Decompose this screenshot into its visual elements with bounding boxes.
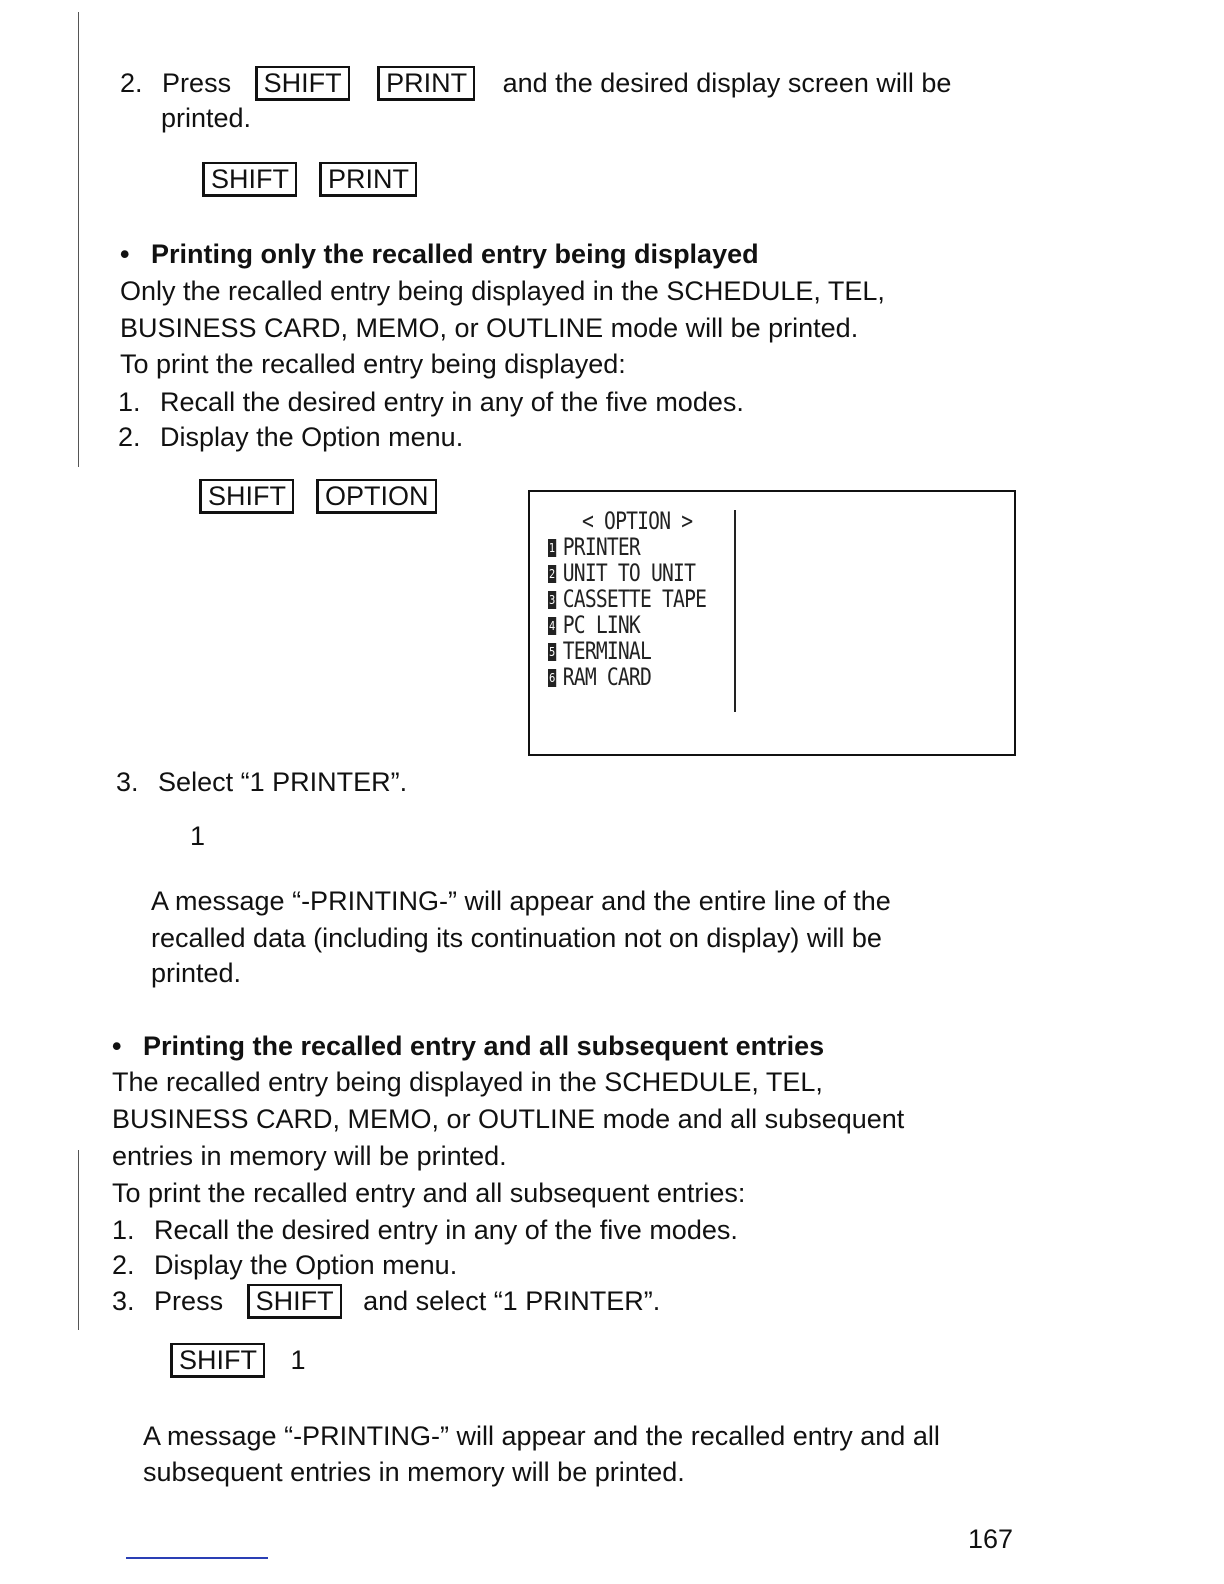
step-1-line [112, 1214, 738, 1246]
number-2-icon: 2 [548, 567, 556, 581]
heading-text: Printing the recalled entry and all subsequent entries [142, 1031, 825, 1061]
number-6-icon: 6 [548, 671, 556, 685]
paragraph-line: entries in memory will be printed. [112, 1141, 507, 1171]
key-sequence [170, 1343, 306, 1378]
step-2-line [112, 1249, 457, 1281]
step-text: Recall the desired entry in any of the five modes. [160, 387, 744, 417]
key-input: 1 [290, 1345, 306, 1375]
menu-item-label: PRINTER [562, 533, 640, 561]
margin-rule-bottom [78, 1150, 79, 1330]
result-line: A message “-PRINTING-” will appear and the recalled entry and all [143, 1421, 940, 1451]
step-text: Recall the desired entry in any of the five modes. [154, 1215, 738, 1245]
heading-text: Printing only the recalled entry being displayed [150, 239, 759, 269]
shift-key: SHIFT [255, 66, 350, 101]
screen-title: < OPTION > [582, 507, 693, 535]
option-menu-screen [528, 490, 1016, 756]
menu-item-label: UNIT TO UNIT [562, 559, 696, 587]
shift-key: SHIFT [202, 162, 297, 197]
screen-divider [734, 510, 736, 712]
result-line: printed. [151, 958, 242, 988]
menu-item-label: RAM CARD [562, 663, 651, 691]
shift-key: SHIFT [247, 1284, 342, 1319]
bullet: • [112, 1031, 122, 1061]
step-3-line [116, 766, 407, 798]
menu-item [548, 534, 640, 560]
shift-key: SHIFT [170, 1343, 265, 1378]
step-text: Press [154, 1286, 224, 1316]
step-text: Select “1 PRINTER”. [158, 767, 408, 797]
result-line: A message “-PRINTING-” will appear and the entire line of the [151, 886, 891, 916]
paragraph-line: BUSINESS CARD, MEMO, or OUTLINE mode will be printed. [120, 313, 859, 343]
section-heading [112, 1030, 824, 1062]
step-number: 2. [120, 68, 143, 98]
paragraph-line: To print the recalled entry and all subsequent entries: [112, 1178, 746, 1208]
step-text: Press [162, 68, 232, 98]
key-input: 1 [190, 821, 206, 851]
result-line: recalled data (including its continuation not on display) will be [151, 923, 882, 953]
step-2-line [118, 421, 463, 453]
page-number: 167 [968, 1524, 1014, 1554]
step-number: 3. [116, 767, 139, 797]
number-4-icon: 4 [548, 619, 556, 633]
step-2-line [120, 66, 951, 101]
menu-item-label: PC LINK [562, 611, 640, 639]
step-number: 1. [112, 1215, 135, 1245]
menu-item-label: TERMINAL [562, 637, 651, 665]
step-text: Display the Option menu. [160, 422, 464, 452]
menu-item [548, 638, 651, 664]
step-text: and the desired display screen will be [502, 68, 952, 98]
step-2-continuation: printed. [161, 103, 252, 133]
footer-rule [126, 1557, 268, 1559]
step-text: Display the Option menu. [154, 1250, 458, 1280]
step-number: 1. [118, 387, 141, 417]
shift-key: SHIFT [199, 479, 294, 514]
step-number: 3. [112, 1286, 135, 1316]
menu-item [548, 664, 651, 690]
paragraph-line: BUSINESS CARD, MEMO, or OUTLINE mode and all subsequent [112, 1104, 905, 1134]
number-1-icon: 1 [548, 541, 556, 555]
key-sequence [202, 162, 417, 197]
margin-rule-top [78, 12, 79, 467]
paragraph-line: To print the recalled entry being displayed: [120, 349, 626, 379]
step-3-line [112, 1284, 660, 1319]
result-line: subsequent entries in memory will be printed. [143, 1457, 685, 1487]
option-key: OPTION [316, 479, 437, 514]
paragraph-line: The recalled entry being displayed in the SCHEDULE, TEL, [112, 1067, 823, 1097]
print-key: PRINT [377, 66, 475, 101]
menu-item [548, 560, 695, 586]
step-text: and select “1 PRINTER”. [363, 1286, 661, 1316]
number-5-icon: 5 [548, 645, 556, 659]
menu-item [548, 586, 706, 612]
step-1-line [118, 386, 744, 418]
bullet: • [120, 239, 130, 269]
number-3-icon: 3 [548, 593, 556, 607]
menu-item [548, 612, 640, 638]
menu-item-label: CASSETTE TAPE [562, 585, 707, 613]
print-key: PRINT [319, 162, 417, 197]
section-heading [120, 238, 759, 270]
key-sequence [199, 479, 437, 514]
step-number: 2. [112, 1250, 135, 1280]
step-number: 2. [118, 422, 141, 452]
paragraph-line: Only the recalled entry being displayed in the SCHEDULE, TEL, [120, 276, 885, 306]
